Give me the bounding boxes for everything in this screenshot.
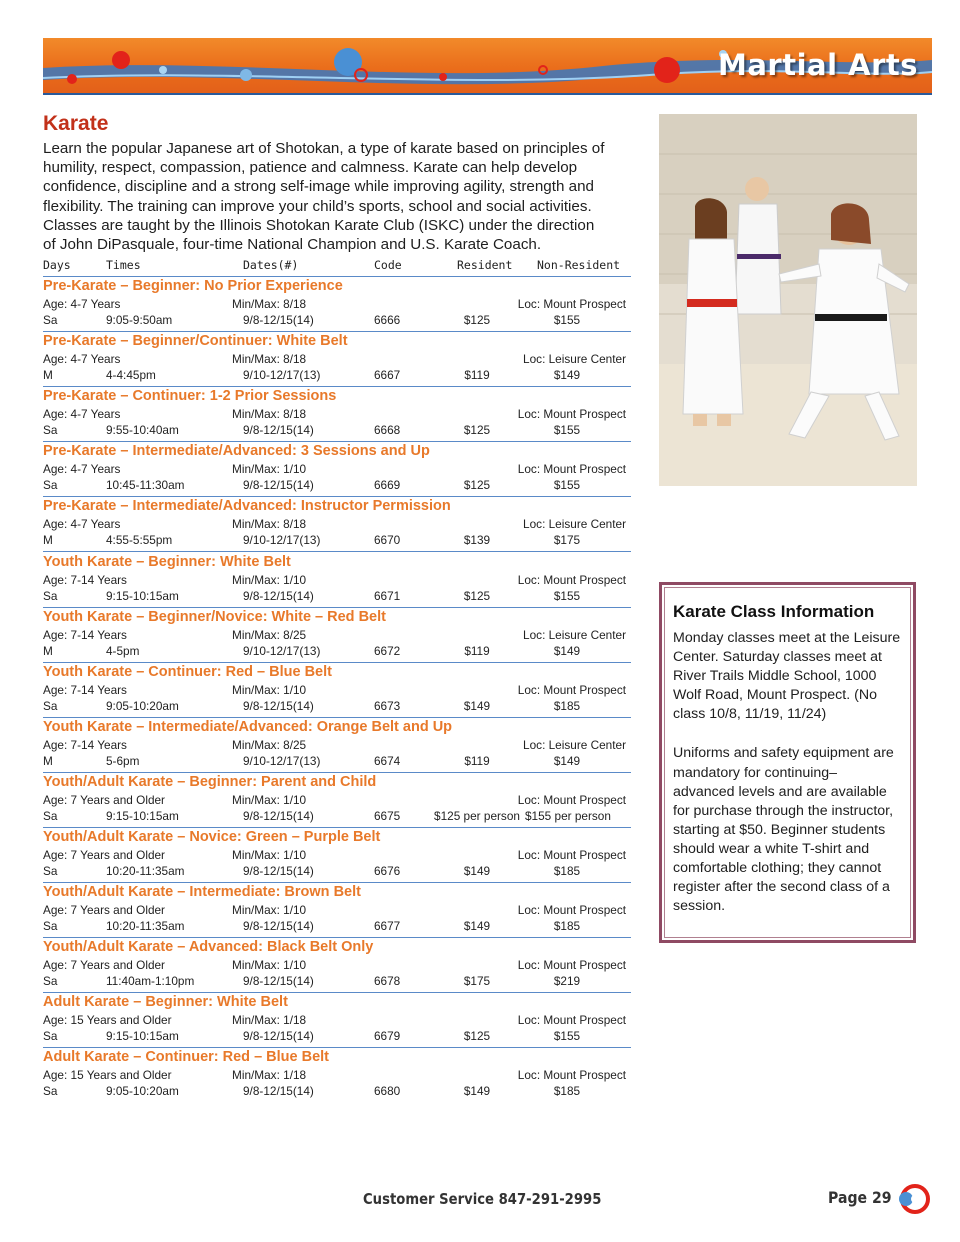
class-title: Pre-Karate – Beginner: No Prior Experience [43,278,343,294]
class-day: M [43,368,53,383]
class-time: 4-5pm [106,643,140,658]
class-divider [43,496,631,497]
class-location: Loc: Mount Prospect [517,848,626,862]
class-schedule-row [43,919,631,934]
class-time: 10:45-11:30am [106,478,185,493]
class-minmax: Min/Max: 8/18 [232,297,307,311]
class-listing [43,829,631,884]
class-details-row [43,297,631,312]
class-divider [43,662,631,663]
class-location: Loc: Leisure Center [523,627,626,642]
info-box-paragraph-1: Monday classes meet at the Leisure Center. Saturday classes meet at River Trails Middle School, 1000 Wolf Road, Mount Prospect. (No class 10/8, 11/19, 11/24) [673,630,901,723]
class-schedule-row [43,368,631,383]
class-day: Sa [43,864,58,878]
class-minmax: Min/Max: 8/25 [232,737,307,752]
class-time: 9:05-9:50am [106,313,173,327]
class-listing [43,774,631,829]
class-divider [43,717,631,718]
class-code: 6667 [374,368,401,383]
section-heading: Karate [43,112,109,135]
class-details-row [43,958,631,973]
class-schedule-row [43,533,631,548]
class-age: Age: 7-14 Years [43,682,127,697]
class-code: 6671 [374,588,401,603]
class-time: 5-6pm [106,753,140,768]
class-code: 6675 [374,808,401,823]
class-listing [43,554,631,609]
class-age: Age: 4-7 Years [43,407,121,422]
class-nonresident-fee: $155 [553,588,581,603]
class-details-row [43,517,631,532]
class-listing [43,333,631,388]
class-listing [43,994,631,1049]
class-day: Sa [43,808,58,823]
class-resident-fee: $119 [464,753,490,768]
class-minmax: Min/Max: 1/10 [232,848,307,862]
class-resident-fee: $149 [463,1084,491,1099]
class-location: Loc: Mount Prospect [517,792,626,807]
class-nonresident-fee: $149 [553,643,581,658]
class-age: Age: 4-7 Years [43,352,121,367]
class-resident-fee: $149 [463,864,491,878]
class-location: Loc: Leisure Center [523,352,626,367]
class-code: 6674 [374,753,401,768]
col-resident: Resident [457,258,513,272]
class-listing [43,498,631,553]
class-age: Age: 7 Years and Older [43,958,165,973]
class-title: Youth Karate – Intermediate/Advanced: Orange Belt and Up [43,718,453,735]
col-dates: Dates(#) [243,258,299,272]
banner-title: Martial Arts [717,48,918,82]
class-time: 9:15-10:15am [106,588,179,603]
class-location: Loc: Mount Prospect [517,297,626,311]
class-location: Loc: Mount Prospect [517,572,626,587]
class-title: Adult Karate – Continuer: Red – Blue Belt [43,1049,330,1066]
class-divider [43,772,631,773]
class-divider [43,607,631,608]
info-box-title: Karate Class Information [673,602,875,621]
class-location: Loc: Mount Prospect [517,958,626,973]
class-title: Youth/Adult Karate – Beginner: Parent and Child [43,773,377,790]
class-day: M [43,753,53,768]
class-details-row [43,352,631,367]
class-title: Pre-Karate – Intermediate/Advanced: Instructor Permission [43,498,451,515]
class-location: Loc: Mount Prospect [517,462,626,477]
class-title: Youth Karate – Continuer: Red – Blue Belt [43,663,332,680]
info-box-paragraph-2: Uniforms and safety equipment are mandatory for continuing– advanced levels and are available for purchase through the instructor, starting at $50. Beginner students should wear a white T-shirt and comfortable clothing; they cannot register after the second class of a session. [673,745,894,915]
class-minmax: Min/Max: 1/18 [232,1068,307,1083]
class-code: 6672 [374,643,401,658]
class-location: Loc: Mount Prospect [517,903,626,918]
class-nonresident-fee: $155 [553,423,581,438]
class-details-row [43,573,631,588]
class-resident-fee: $149 [463,698,491,713]
class-age: Age: 7 Years and Older [43,848,165,862]
class-day: Sa [43,423,58,438]
class-nonresident-fee: $149 [553,753,581,768]
class-location: Loc: Leisure Center [523,517,626,532]
class-nonresident-fee: $185 [553,864,581,878]
class-day: M [43,533,53,548]
class-time: 10:20-11:35am [106,864,185,878]
class-dates: 9/8-12/15(14) [243,423,314,438]
class-divider [43,882,631,883]
class-age: Age: 15 Years and Older [43,1013,172,1028]
class-code: 6679 [374,1029,401,1044]
class-divider [43,441,631,442]
class-code: 6678 [374,974,401,989]
class-day: Sa [43,1029,58,1044]
header-rule [43,276,631,277]
class-age: Age: 4-7 Years [43,297,121,311]
class-code: 6666 [374,313,401,327]
class-age: Age: 7-14 Years [43,737,127,752]
class-divider [43,551,631,552]
class-minmax: Min/Max: 8/18 [232,352,307,367]
class-day: Sa [43,974,58,989]
class-resident-fee: $119 [464,643,490,658]
class-title: Pre-Karate – Beginner/Continuer: White Belt [43,333,348,350]
class-nonresident-fee: $185 [553,698,581,713]
class-dates: 9/8-12/15(14) [243,808,314,823]
class-age: Age: 7 Years and Older [43,792,165,807]
class-nonresident-fee: $185 [553,919,581,934]
class-minmax: Min/Max: 1/10 [232,958,307,973]
class-details-row [43,1013,631,1028]
class-dates: 9/8-12/15(14) [243,1084,314,1099]
class-code: 6677 [374,919,401,934]
class-day: Sa [43,698,58,713]
col-days: Days [43,258,71,272]
class-title: Adult Karate – Beginner: White Belt [43,994,288,1011]
class-code: 6669 [374,478,401,493]
class-resident-fee: $139 [463,533,491,548]
class-details-row [43,1068,631,1083]
class-listing [43,664,631,719]
class-dates: 9/10-12/17(13) [243,643,321,658]
class-details-row [43,848,631,863]
class-day: M [43,643,53,658]
class-location: Loc: Mount Prospect [517,1068,626,1083]
class-age: Age: 4-7 Years [43,462,121,477]
class-time: 9:15-10:15am [106,808,179,823]
class-time: 4-4:45pm [106,368,156,383]
page-number: Page 29 [828,1188,892,1207]
class-code: 6676 [374,864,401,878]
class-location: Loc: Leisure Center [523,737,626,752]
class-nonresident-fee: $155 per person [525,808,611,823]
class-time: 9:05-10:20am [106,698,179,713]
class-minmax: Min/Max: 8/25 [232,627,307,642]
class-dates: 9/10-12/17(13) [243,368,321,383]
class-dates: 9/8-12/15(14) [243,698,314,713]
class-time: 4:55-5:55pm [106,533,173,548]
class-info-box [659,582,916,943]
class-nonresident-fee: $155 [553,1029,581,1044]
class-minmax: Min/Max: 1/10 [232,572,307,587]
class-title: Pre-Karate – Intermediate/Advanced: 3 Sessions and Up [43,443,430,460]
class-schedule-row [43,754,631,769]
class-divider [43,331,631,332]
class-resident-fee: $149 [463,919,491,934]
class-resident-fee: $175 [463,974,491,989]
class-day: Sa [43,588,58,603]
class-divider [43,386,631,387]
class-time: 10:20-11:35am [106,919,185,934]
class-schedule-row [43,864,631,879]
class-age: Age: 7-14 Years [43,627,127,642]
class-divider [43,937,631,938]
class-dates: 9/8-12/15(14) [243,313,314,327]
class-listing [43,939,631,994]
section-intro: Learn the popular Japanese art of Shotokan, a type of karate based on principles of humility, respect, compassion, patience and calmness. Karate can help develop confidence, discipline and a strong self-image while improving agility, strength and flexibility. The training can improve your child’s sports, school and social activities. Classes are taught by the Illinois Shotokan Karate Club (ISKC) under the direction of John DiPasquale, four-time National Champion and U.S. Karate Coach. [43,140,605,254]
class-dates: 9/8-12/15(14) [243,864,314,878]
class-dates: 9/10-12/17(13) [243,533,321,548]
class-schedule-row [43,1029,631,1044]
class-code: 6673 [374,698,401,713]
class-title: Pre-Karate – Continuer: 1-2 Prior Sessions [43,388,337,405]
class-details-row [43,903,631,918]
class-listing [43,443,631,498]
class-listing [43,388,631,443]
class-resident-fee: $125 [463,588,491,603]
class-title: Youth/Adult Karate – Intermediate: Brown Belt [43,884,361,901]
class-minmax: Min/Max: 1/10 [232,903,307,918]
class-schedule-row [43,974,631,989]
class-minmax: Min/Max: 1/18 [232,1013,307,1028]
class-age: Age: 7-14 Years [43,572,127,587]
class-dates: 9/8-12/15(14) [243,478,314,493]
class-schedule-row [43,809,631,824]
class-title: Youth/Adult Karate – Novice: Green – Purple Belt [43,829,381,845]
class-day: Sa [43,919,58,934]
class-schedule-row [43,644,631,659]
class-schedule-row [43,589,631,604]
class-listing [43,609,631,664]
class-time: 11:40am-1:10pm [106,974,195,989]
class-location: Loc: Mount Prospect [517,1013,626,1028]
photo-illustration [659,114,917,486]
class-resident-fee: $125 [463,1029,491,1044]
class-nonresident-fee: $155 [553,478,581,493]
class-schedule-row [43,423,631,438]
class-code: 6680 [374,1084,401,1099]
class-listing [43,719,631,774]
class-minmax: Min/Max: 1/10 [232,462,307,477]
header-banner [43,38,932,95]
customer-service-phone: Customer Service 847-291-2995 [363,1190,602,1208]
class-listing [43,1049,631,1104]
class-age: Age: 4-7 Years [43,517,121,532]
class-minmax: Min/Max: 8/18 [232,517,307,532]
class-day: Sa [43,1084,58,1099]
page-logo-icon [895,1183,933,1215]
class-nonresident-fee: $185 [553,1084,581,1099]
class-code: 6668 [374,423,401,438]
karate-photo [659,114,917,486]
class-location: Loc: Mount Prospect [517,407,626,422]
class-details-row [43,793,631,808]
class-age: Age: 7 Years and Older [43,903,165,918]
class-title: Youth Karate – Beginner: White Belt [43,553,291,570]
class-time: 9:15-10:15am [106,1029,179,1044]
class-age: Age: 15 Years and Older [43,1068,172,1083]
class-title: Youth Karate – Beginner/Novice: White – Red Belt [43,608,386,625]
class-minmax: Min/Max: 1/10 [232,682,307,697]
class-schedule-row [43,1084,631,1099]
class-resident-fee: $125 [463,423,491,438]
col-times: Times [106,258,141,272]
class-time: 9:55-10:40am [106,423,179,438]
class-resident-fee: $125 per person [434,808,520,823]
class-dates: 9/8-12/15(14) [243,588,314,603]
class-day: Sa [43,313,58,327]
class-resident-fee: $119 [464,368,490,383]
class-nonresident-fee: $175 [553,533,581,548]
class-details-row [43,738,631,753]
class-listing [43,278,631,333]
class-divider [43,992,631,993]
class-minmax: Min/Max: 1/10 [232,792,307,807]
class-divider [43,827,631,828]
class-schedule-row [43,478,631,493]
class-schedule-row [43,699,631,714]
class-details-row [43,628,631,643]
class-title: Youth/Adult Karate – Advanced: Black Belt Only [43,939,374,956]
class-details-row [43,407,631,422]
class-details-row [43,683,631,698]
class-nonresident-fee: $155 [553,313,581,327]
class-resident-fee: $125 [463,313,491,327]
class-code: 6670 [374,533,401,548]
class-location: Loc: Mount Prospect [517,682,626,697]
class-dates: 9/8-12/15(14) [243,1029,314,1044]
col-code: Code [374,258,402,272]
class-time: 9:05-10:20am [106,1084,179,1099]
class-dates: 9/8-12/15(14) [243,974,314,989]
class-dates: 9/10-12/17(13) [243,753,321,768]
class-details-row [43,462,631,477]
class-nonresident-fee: $149 [553,368,581,383]
class-dates: 9/8-12/15(14) [243,919,314,934]
class-listing [43,884,631,939]
class-nonresident-fee: $219 [553,974,581,989]
class-schedule-row [43,313,631,328]
class-day: Sa [43,478,58,493]
class-divider [43,1047,631,1048]
class-minmax: Min/Max: 8/18 [232,407,307,422]
col-nonresident: Non-Resident [537,258,621,272]
class-resident-fee: $125 [463,478,491,493]
